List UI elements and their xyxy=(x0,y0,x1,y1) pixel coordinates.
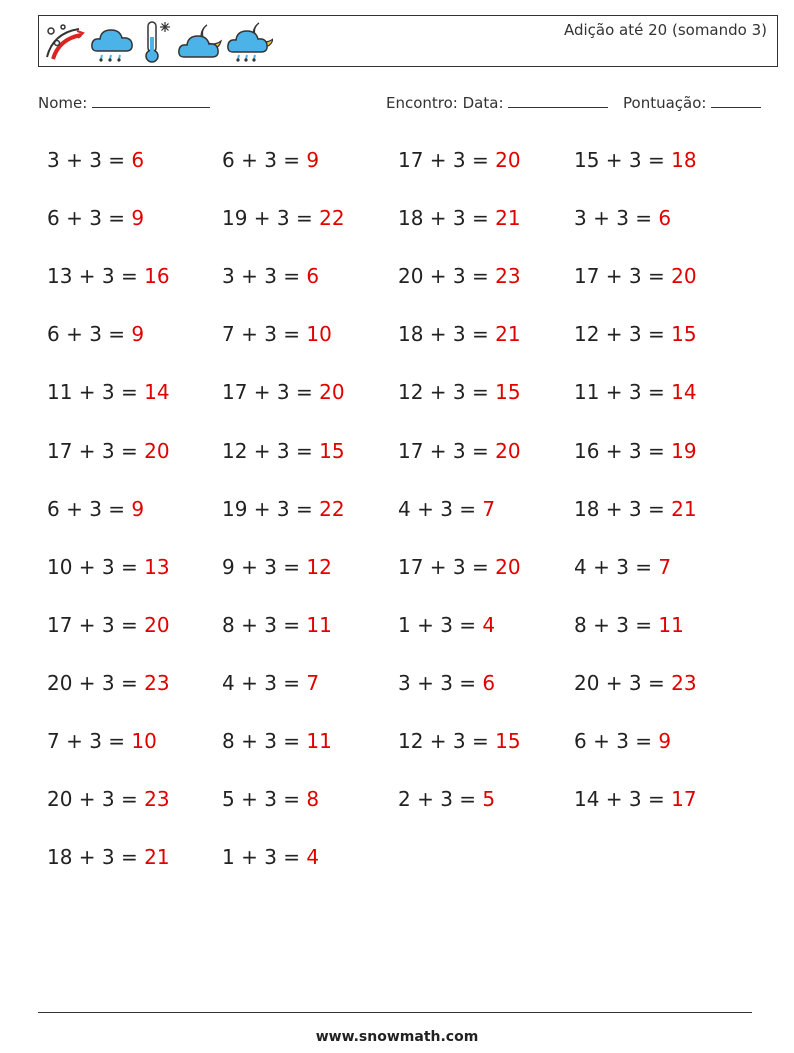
problem-question: 17 + 3 = xyxy=(222,380,320,405)
problem-question: 18 + 3 = xyxy=(398,322,496,347)
problem-answer: 16 xyxy=(144,264,170,289)
problem-item xyxy=(574,439,697,463)
problem-answer: 22 xyxy=(319,206,345,231)
problem-item xyxy=(574,380,697,404)
problem-answer: 10 xyxy=(306,322,332,347)
problem-question: 12 + 3 = xyxy=(398,729,496,753)
problem-item xyxy=(398,380,521,404)
problem-item xyxy=(222,148,319,172)
name-label: Nome: xyxy=(38,94,88,112)
problem-item xyxy=(398,729,521,753)
problem-answer: 9 xyxy=(658,729,672,753)
problem-question: 3 + 3 = xyxy=(222,264,307,289)
problem-answer: 9 xyxy=(306,148,320,172)
problem-answer: 4 xyxy=(306,845,320,870)
problem-question: 3 + 3 = xyxy=(574,206,659,231)
problem-item xyxy=(398,322,521,346)
problem-item xyxy=(222,845,319,869)
problem-item xyxy=(222,613,332,637)
problem-answer: 9 xyxy=(131,206,145,231)
problem-item xyxy=(222,380,345,404)
problem-item xyxy=(574,322,697,346)
problem-item xyxy=(222,322,332,346)
score-blank[interactable] xyxy=(711,93,761,108)
problem-answer: 12 xyxy=(306,554,332,579)
problem-item xyxy=(47,264,170,288)
problem-question: 18 + 3 = xyxy=(47,845,145,870)
problem-answer: 6 xyxy=(482,670,496,695)
worksheet-title: Adição até 20 (somando 3) xyxy=(563,21,767,39)
weather-icons xyxy=(43,19,273,65)
problem-question: 1 + 3 = xyxy=(398,612,483,637)
problem-answer: 17 xyxy=(671,787,697,812)
problem-item xyxy=(47,555,170,579)
problem-question: 8 + 3 = xyxy=(222,612,307,637)
problem-question: 2 + 3 = xyxy=(398,787,483,812)
problem-item xyxy=(47,497,144,521)
problem-question: 6 + 3 = xyxy=(47,322,132,347)
problem-item xyxy=(47,845,170,869)
problem-question: 4 + 3 = xyxy=(222,670,307,695)
footer-site: www.snowmath.com xyxy=(315,1029,479,1045)
problem-question: 19 + 3 = xyxy=(222,206,320,231)
problem-answer: 4 xyxy=(482,612,496,637)
date-blank[interactable] xyxy=(508,93,608,108)
rain-cloud-icon xyxy=(89,21,135,63)
problem-answer: 20 xyxy=(144,438,170,463)
cloud-moon-icon xyxy=(177,21,223,63)
problem-answer: 11 xyxy=(658,612,684,637)
problem-answer: 15 xyxy=(671,322,697,347)
problem-item xyxy=(574,613,684,637)
problem-answer: 8 xyxy=(306,787,320,812)
problem-question: 17 + 3 = xyxy=(398,438,496,463)
problem-question: 11 + 3 = xyxy=(574,380,672,405)
problem-item xyxy=(574,206,671,230)
problem-answer: 15 xyxy=(495,380,521,405)
problem-item xyxy=(398,497,495,521)
problem-question: 12 + 3 = xyxy=(222,438,320,463)
problem-item xyxy=(47,148,144,172)
footer-divider xyxy=(38,1012,752,1013)
problem-question: 17 + 3 = xyxy=(47,612,145,637)
score-label: Pontuação: xyxy=(623,94,707,112)
problem-question: 12 + 3 = xyxy=(398,380,496,405)
problem-answer: 20 xyxy=(495,148,521,172)
problem-question: 9 + 3 = xyxy=(222,554,307,579)
problem-question: 20 + 3 = xyxy=(47,787,145,812)
problem-item xyxy=(47,206,144,230)
meet-date-label: Encontro: Data: xyxy=(386,94,504,112)
problem-question: 15 + 3 = xyxy=(574,148,672,172)
problem-question: 17 + 3 = xyxy=(398,148,496,172)
problem-answer: 13 xyxy=(144,554,170,579)
problem-question: 5 + 3 = xyxy=(222,787,307,812)
problem-answer: 21 xyxy=(671,496,697,521)
problem-question: 16 + 3 = xyxy=(574,438,672,463)
problem-question: 12 + 3 = xyxy=(574,322,672,347)
problem-answer: 14 xyxy=(671,380,697,405)
problem-question: 6 + 3 = xyxy=(47,496,132,521)
problem-item xyxy=(574,729,671,753)
problem-answer: 23 xyxy=(144,787,170,812)
problem-answer: 21 xyxy=(495,206,521,231)
problem-answer: 6 xyxy=(658,206,672,231)
problem-answer: 7 xyxy=(658,554,672,579)
problem-answer: 6 xyxy=(306,264,320,289)
problem-item xyxy=(574,497,697,521)
problem-answer: 10 xyxy=(131,729,157,753)
problem-question: 10 + 3 = xyxy=(47,554,145,579)
problem-item xyxy=(398,148,521,172)
meet-date-field xyxy=(386,93,608,112)
worksheet-header xyxy=(38,15,778,67)
problem-item xyxy=(222,671,319,695)
problem-item xyxy=(222,497,345,521)
problem-item xyxy=(47,729,157,753)
problem-question: 7 + 3 = xyxy=(222,322,307,347)
problem-answer: 20 xyxy=(495,554,521,579)
problem-item xyxy=(222,264,319,288)
problem-answer: 7 xyxy=(306,670,320,695)
problem-item xyxy=(222,729,332,753)
problem-item xyxy=(574,264,697,288)
problem-question: 11 + 3 = xyxy=(47,380,145,405)
problem-answer: 21 xyxy=(495,322,521,347)
problem-answer: 15 xyxy=(319,438,345,463)
problem-answer: 5 xyxy=(482,787,496,812)
problem-item xyxy=(222,787,319,811)
thermometer-cold-icon xyxy=(139,19,173,65)
problem-question: 17 + 3 = xyxy=(47,438,145,463)
problem-question: 20 + 3 = xyxy=(574,670,672,695)
problem-answer: 11 xyxy=(306,729,332,753)
problem-question: 1 + 3 = xyxy=(222,845,307,870)
problem-question: 6 + 3 = xyxy=(47,206,132,231)
problem-item xyxy=(47,671,170,695)
problem-item xyxy=(398,613,495,637)
problem-item xyxy=(47,322,144,346)
problem-answer: 14 xyxy=(144,380,170,405)
problem-answer: 20 xyxy=(495,438,521,463)
name-field xyxy=(38,93,210,112)
problem-item xyxy=(398,206,521,230)
problem-question: 8 + 3 = xyxy=(222,729,307,753)
problem-question: 20 + 3 = xyxy=(47,670,145,695)
problem-item xyxy=(574,787,697,811)
problem-item xyxy=(222,555,332,579)
problem-question: 6 + 3 = xyxy=(574,729,659,753)
problem-question: 18 + 3 = xyxy=(398,206,496,231)
problem-answer: 20 xyxy=(144,612,170,637)
problem-question: 7 + 3 = xyxy=(47,729,132,753)
problem-answer: 11 xyxy=(306,612,332,637)
problem-question: 3 + 3 = xyxy=(47,148,132,172)
problem-answer: 23 xyxy=(144,670,170,695)
problem-item xyxy=(398,264,521,288)
problem-answer: 9 xyxy=(131,322,145,347)
problem-answer: 7 xyxy=(482,496,496,521)
problem-item xyxy=(47,380,170,404)
problem-item xyxy=(47,439,170,463)
score-field xyxy=(623,93,761,112)
name-blank[interactable] xyxy=(92,93,210,108)
problem-item xyxy=(574,555,671,579)
problem-item xyxy=(47,787,170,811)
problem-question: 18 + 3 = xyxy=(574,496,672,521)
problem-item xyxy=(398,555,521,579)
problem-question: 19 + 3 = xyxy=(222,496,320,521)
problem-question: 20 + 3 = xyxy=(398,264,496,289)
problem-item xyxy=(398,439,521,463)
problem-item xyxy=(398,671,495,695)
problem-answer: 20 xyxy=(671,264,697,289)
problem-answer: 23 xyxy=(495,264,521,289)
cloud-moon-rain-icon xyxy=(227,21,273,63)
problem-question: 6 + 3 = xyxy=(222,148,307,172)
problem-item xyxy=(398,787,495,811)
problem-question: 14 + 3 = xyxy=(574,787,672,812)
problem-question: 17 + 3 = xyxy=(398,554,496,579)
problem-item xyxy=(47,613,170,637)
problem-item xyxy=(222,439,345,463)
problem-question: 13 + 3 = xyxy=(47,264,145,289)
problem-question: 8 + 3 = xyxy=(574,612,659,637)
problem-question: 17 + 3 = xyxy=(574,264,672,289)
problem-item xyxy=(574,148,697,172)
problem-answer: 21 xyxy=(144,845,170,870)
wind-icon xyxy=(43,21,85,63)
problem-answer: 20 xyxy=(319,380,345,405)
problem-answer: 22 xyxy=(319,496,345,521)
problem-answer: 23 xyxy=(671,670,697,695)
problem-question: 4 + 3 = xyxy=(574,554,659,579)
problem-answer: 15 xyxy=(495,729,521,753)
problem-answer: 18 xyxy=(671,148,697,172)
problem-answer: 19 xyxy=(671,438,697,463)
problem-answer: 6 xyxy=(131,148,145,172)
problem-question: 3 + 3 = xyxy=(398,670,483,695)
problem-question: 4 + 3 = xyxy=(398,496,483,521)
problem-item xyxy=(222,206,345,230)
problem-item xyxy=(574,671,697,695)
problem-answer: 9 xyxy=(131,496,145,521)
